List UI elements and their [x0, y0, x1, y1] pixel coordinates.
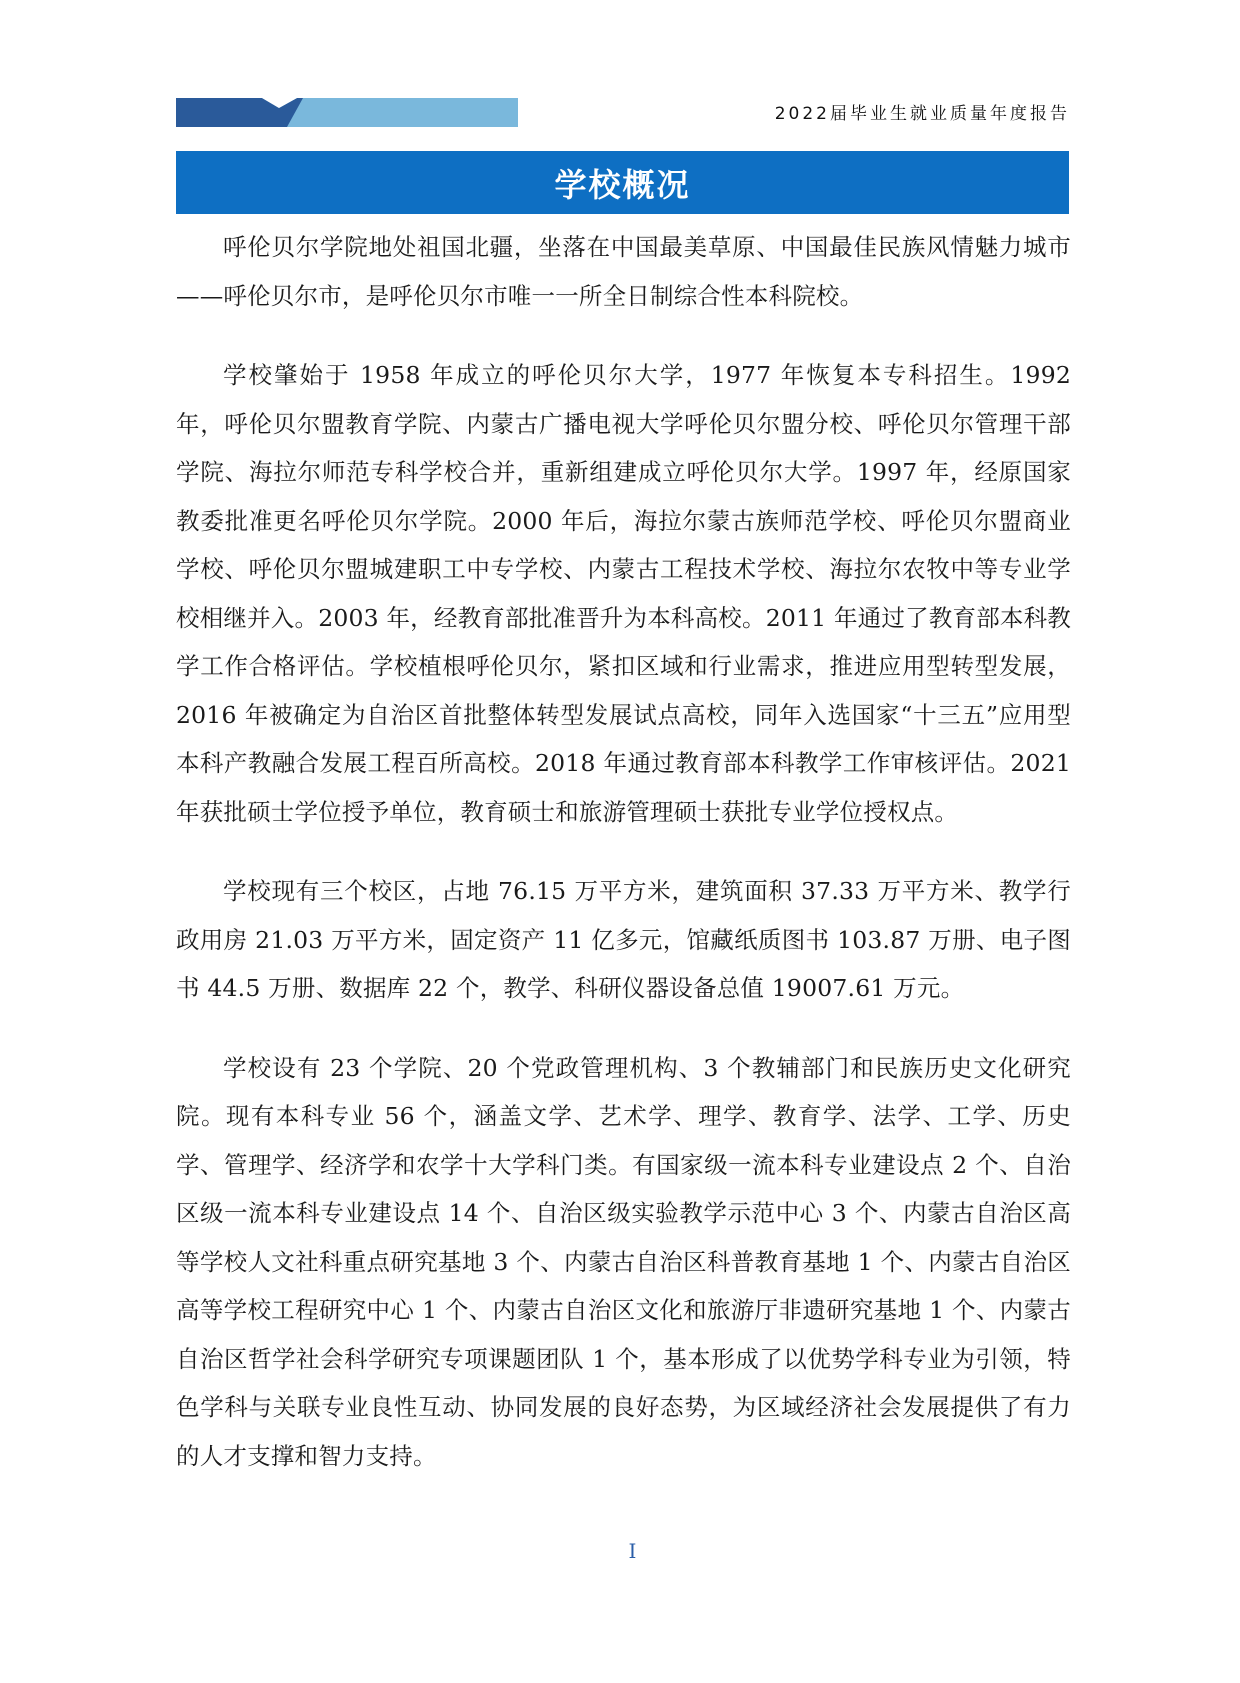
header-decorative-band	[176, 98, 518, 127]
section-banner	[176, 151, 1069, 214]
section-title: 学校概况	[554, 165, 691, 204]
document-body	[176, 223, 1071, 1511]
paragraph-campus: 学校现有三个校区，占地 76.15 万平方米，建筑面积 37.33 万平方米、教学行政用房 21.03 万平方米，固定资产 11 亿多元，馆藏纸质图书 103.87 万册、电子图书 44.5 万册、数据库 22 个，教学、科研仪器设备总值 19007.61 万元。	[176, 877, 1071, 1002]
report-header-title: 2022届毕业生就业质量年度报告	[774, 104, 1070, 124]
page-number: I	[628, 1539, 637, 1563]
paragraph-intro: 呼伦贝尔学院地处祖国北疆，坐落在中国最美草原、中国最佳民族风情魅力城市——呼伦贝尔市，是呼伦贝尔市唯一一所全日制综合性本科院校。	[176, 233, 1071, 310]
paragraph-departments: 学校设有 23 个学院、20 个党政管理机构、3 个教辅部门和民族历史文化研究院。现有本科专业 56 个，涵盖文学、艺术学、理学、教育学、法学、工学、历史学、管理学、经济学和农学十大学科门类。有国家级一流本科专业建设点 2 个、自治区级一流本科专业建设点 14 个、自治区级实验教学示范中心 3 个、内蒙古自治区高等学校人文社科重点研究基地 3 个、内蒙古自治区科普教育基地 1 个、内蒙古自治区高等学校工程研究中心 1 个、内蒙古自治区文化和旅游厅非遗研究基地 1 个、内蒙古自治区哲学社会科学研究专项课题团队 1 个，基本形成了以优势学科专业为引领，特色学科与关联专业良性互动、协同发展的良好态势，为区域经济社会发展提供了有力的人才支撑和智力支持。	[176, 1053, 1071, 1470]
paragraph-history: 学校肇始于 1958 年成立的呼伦贝尔大学，1977 年恢复本专科招生。1992 年，呼伦贝尔盟教育学院、内蒙古广播电视大学呼伦贝尔盟分校、呼伦贝尔管理干部学院、海拉尔师范专科学校合并，重新组建成立呼伦贝尔大学。1997 年，经原国家教委批准更名呼伦贝尔学院。2000 年后，海拉尔蒙古族师范学校、呼伦贝尔盟商业学校、呼伦贝尔盟城建职工中专学校、内蒙古工程技术学校、海拉尔农牧中等专业学校相继并入。2003 年，经教育部批准晋升为本科高校。2011 年通过了教育部本科教学工作合格评估。学校植根呼伦贝尔，紧扣区域和行业需求，推进应用型转型发展，2016 年被确定为自治区首批整体转型发展试点高校，同年入选国家“十三五”应用型本科产教融合发展工程百所高校。2018 年通过教育部本科教学工作审核评估。2021 年获批硕士学位授予单位，教育硕士和旅游管理硕士获批专业学位授权点。	[176, 361, 1071, 826]
